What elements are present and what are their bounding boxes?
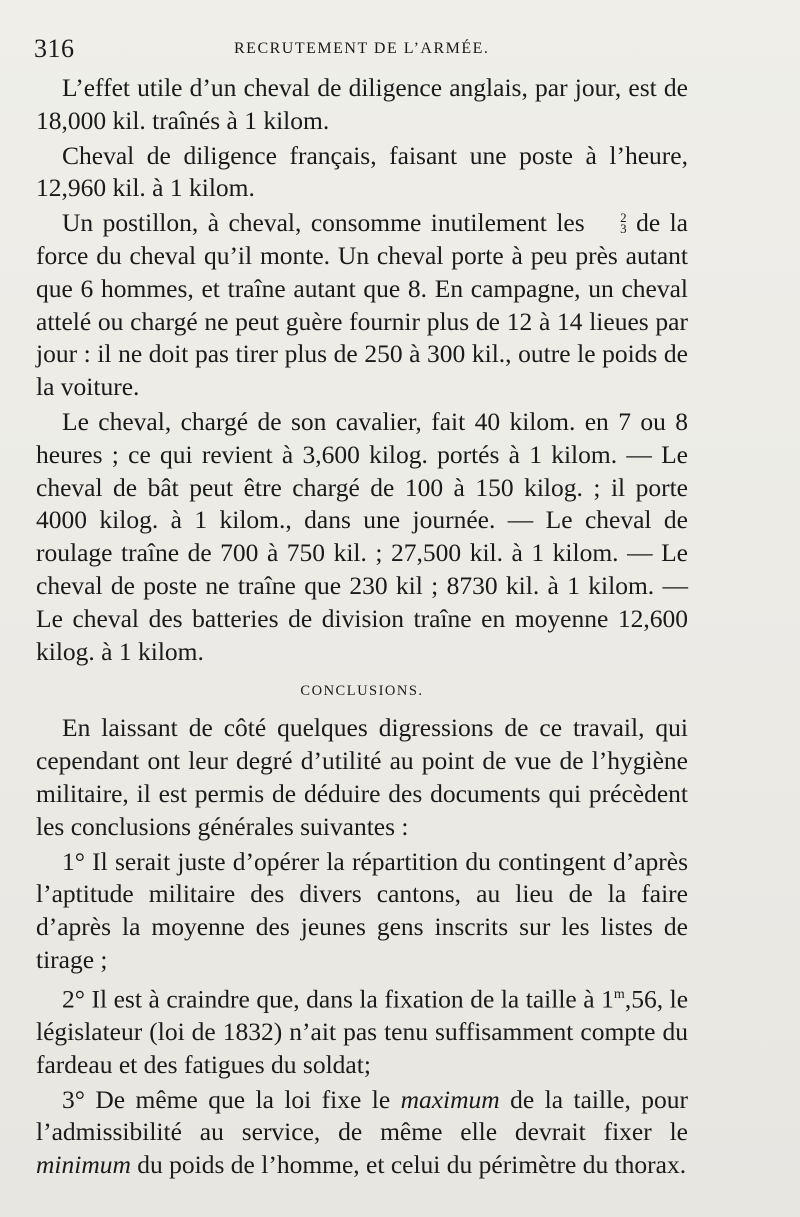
conclusion-text: ,56, le législateur (loi de 1832) n’ait pas tenu suffisamment compte du fardeau et des fatigues du soldat; — [36, 984, 689, 1079]
emphasis: minimum — [36, 1150, 131, 1180]
section-heading: CONCLUSIONS. — [300, 683, 424, 700]
paragraph: L’effet utile d’un cheval de diligence anglais, par jour, est de 18,000 kil. traînés à 1 kilom. — [36, 73, 688, 135]
running-head: RECRUTEMENT DE L’ARMÉE. — [234, 40, 490, 57]
fraction-denominator: 3 — [620, 221, 627, 237]
superscript: m — [613, 986, 625, 1002]
paragraph — [36, 207, 688, 404]
paragraph: En laissant de côté quelques digressions de ce travail, qui cependant ont leur degré d’utilité au point de vue de l’hygiène militaire, il est permis de déduire des documents qui précèdent les conclusions générales suivantes : — [36, 713, 688, 841]
paragraph-text: de la force du cheval qu’il monte. Un cheval porte à peu près autant que 6 hommes, et traîne autant que 8. En campagne, un cheval attelé ou chargé ne peut guère fournir plus de 12 à 14 lieues par jour : il ne doit pas tirer plus de 250 à 300 kil., outre le poids de la voiture. — [36, 208, 688, 402]
body-text — [36, 72, 688, 1182]
paragraph: Le cheval, chargé de son cavalier, fait 40 kilom. en 7 ou 8 heures ; ce qui revient à 3,600 kilog. portés à 1 kilom. — Le cheval de bât peut être chargé de 100 à 150 kilog. ; il porte 4000 kilog. à 1 kilom., dans une journée. — Le cheval de roulage traîne de 700 à 750 kil. ; 27,500 kil. à 1 kilom. — Le cheval de poste ne traîne que 230 kil ; 8730 kil. à 1 kilom. — Le cheval des batteries de division traîne en moyenne 12,600 kilog. à 1 kilom. — [36, 406, 688, 666]
conclusion-text: de la taille, pour l’admissibilité au service, de même elle devrait fixer le — [36, 1084, 689, 1147]
conclusion-text: 3° De même que la loi fixe le — [62, 1084, 391, 1114]
conclusion-item: 1° Il serait juste d’opérer la répartition du contingent d’après l’aptitude militaire des divers cantons, au lieu de la faire d’après la moyenne des jeunes gens inscrits sur les listes de tirage ; — [36, 846, 688, 974]
fraction — [594, 210, 627, 237]
conclusion-text: 2° Il est à craindre que, dans la fixation de la taille à 1 — [62, 984, 614, 1014]
fraction-numerator: 2 — [620, 210, 627, 226]
page-number: 316 — [34, 34, 75, 63]
page-header — [34, 34, 694, 64]
conclusion-item — [36, 979, 688, 1082]
emphasis: maximum — [400, 1084, 500, 1114]
paragraph: Cheval de diligence français, faisant une poste à l’heure, 12,960 kil. à 1 kilom. — [36, 140, 688, 203]
conclusion-text: du poids de l’homme, et celui du périmètre du thorax. — [137, 1150, 687, 1180]
paragraph-text: Un postillon, à cheval, consomme inutilement les — [62, 208, 585, 238]
conclusion-item — [36, 1084, 688, 1182]
